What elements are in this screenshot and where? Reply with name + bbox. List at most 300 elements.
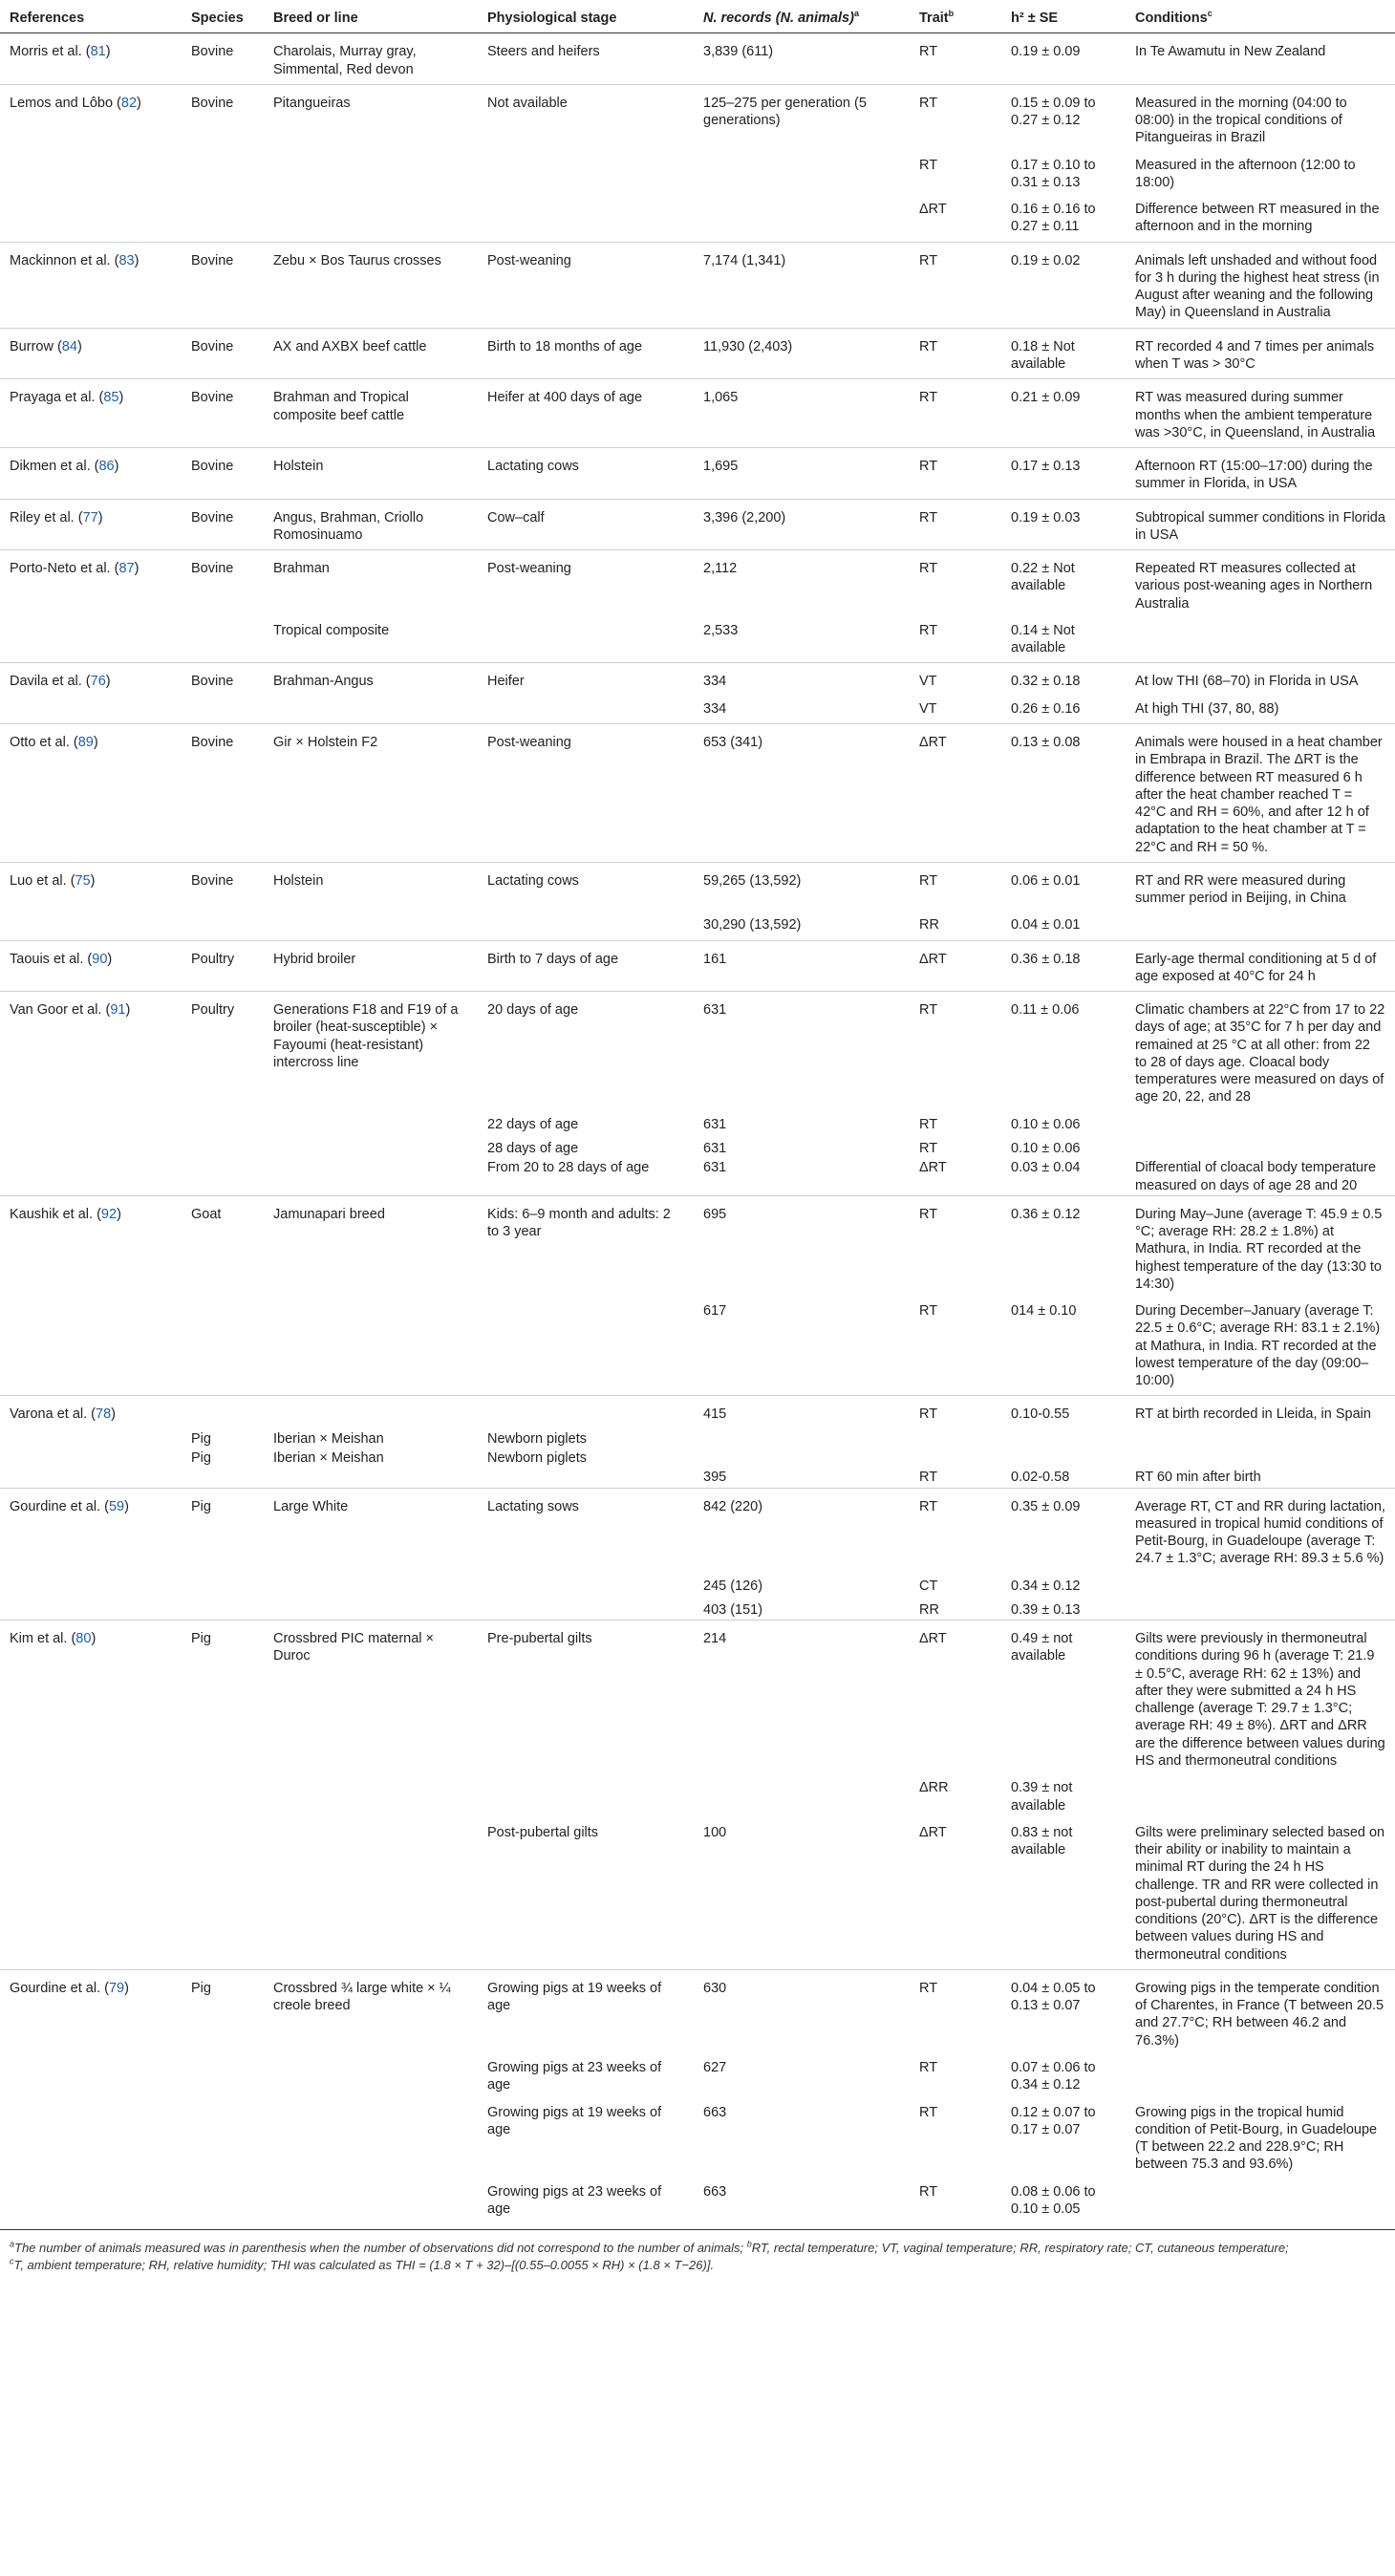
table-row bbox=[0, 1775, 1395, 1820]
stage-cell bbox=[478, 1600, 694, 1621]
stage-cell bbox=[478, 618, 694, 663]
conditions-cell bbox=[1126, 2179, 1395, 2224]
species-cell: Bovine bbox=[182, 862, 264, 912]
trait-cell: RT bbox=[910, 1195, 1001, 1299]
citation-link[interactable]: 84 bbox=[61, 338, 77, 354]
breed-cell bbox=[264, 1158, 478, 1195]
reference-cell: Porto-Neto et al. (87) bbox=[0, 550, 182, 618]
breed-cell bbox=[264, 153, 478, 198]
table-row bbox=[0, 992, 1395, 1112]
trait-cell: ΔRT bbox=[910, 940, 1001, 992]
citation-link[interactable]: 76 bbox=[90, 674, 106, 690]
breed-cell: Holstein bbox=[264, 448, 478, 500]
table-row bbox=[0, 663, 1395, 697]
breed-cell bbox=[264, 1820, 478, 1970]
reference-cell: Kaushik et al. (92) bbox=[0, 1195, 182, 1299]
species-cell: Bovine bbox=[182, 328, 264, 379]
breed-cell: Hybrid broiler bbox=[264, 940, 478, 992]
species-cell bbox=[182, 1600, 264, 1621]
reference-cell bbox=[0, 2100, 182, 2179]
stage-cell: 28 days of age bbox=[487, 1141, 579, 1157]
header-references: References bbox=[0, 0, 182, 33]
records-cell: 627 bbox=[703, 2059, 727, 2075]
stage-cell bbox=[478, 1775, 694, 1820]
stage-cell: Post-weaning bbox=[478, 723, 694, 862]
conditions-cell bbox=[1126, 2055, 1395, 2100]
species-cell: Poultry bbox=[182, 940, 264, 992]
conditions-cell: RT at birth recorded in Lleida, in Spain bbox=[1126, 1396, 1395, 1429]
trait-cell: ΔRT bbox=[919, 202, 947, 218]
stage-cell: Growing pigs at 19 weeks of age bbox=[478, 1969, 694, 2055]
records-cell: 1,065 bbox=[694, 379, 910, 448]
reference-cell: Burrow (84) bbox=[0, 328, 182, 379]
heritability-cell: 014 ± 0.10 bbox=[1011, 1303, 1077, 1320]
heritability-cell: 0.17 ± 0.13 bbox=[1001, 448, 1126, 500]
records-cell: 631 bbox=[703, 1160, 727, 1176]
species-cell bbox=[182, 1299, 264, 1396]
table-row bbox=[0, 862, 1395, 912]
species-cell: Pig bbox=[182, 1969, 264, 2055]
conditions-cell: Gilts were preliminary selected based on their ability or inability to maintain a minimal RT during the 24 h HS challenge. TR and RR were collected in post-pubertal during thermoneutral conditions (20°C). ΔRT is the difference between values during HS and thermoneutral conditions bbox=[1135, 1824, 1385, 1963]
heritability-cell: 0.35 ± 0.09 bbox=[1001, 1488, 1126, 1574]
conditions-cell: Climatic chambers at 22°C from 17 to 22 days of age; at 35°C for 7 h per day and remained at 25 °C at all other: from 22 to 28 of days age. Cloacal body temperatures were measured on days of age 20, 22, and 28 bbox=[1126, 992, 1395, 1112]
heritability-cell: 0.10 ± 0.06 bbox=[1011, 1141, 1081, 1157]
breed-cell: Holstein bbox=[264, 862, 478, 912]
heritability-cell: 0.04 ± 0.01 bbox=[1011, 917, 1081, 934]
records-cell bbox=[694, 1775, 910, 1820]
trait-cell: ΔRT bbox=[919, 1160, 947, 1176]
heritability-cell: 0.02-0.58 bbox=[1011, 1470, 1070, 1486]
reference-cell bbox=[0, 1429, 182, 1449]
stage-cell: Lactating cows bbox=[478, 862, 694, 912]
trait-cell: RT bbox=[919, 2183, 938, 2200]
reference-cell: Taouis et al. (90) bbox=[0, 940, 182, 992]
reference-cell: Morris et al. (81) bbox=[10, 44, 111, 60]
species-cell: Bovine bbox=[182, 723, 264, 862]
trait-cell: RT bbox=[910, 448, 1001, 500]
citation-link[interactable]: 81 bbox=[90, 44, 106, 60]
conditions-cell: Differential of cloacal body temperature measured on days of age 28 and 20 bbox=[1135, 1160, 1377, 1193]
species-cell bbox=[182, 2100, 264, 2179]
reference-cell: Lemos and Lôbo (82) bbox=[0, 84, 182, 152]
table-row bbox=[0, 1429, 1395, 1449]
stage-cell: Not available bbox=[478, 84, 694, 152]
citation-link[interactable]: 78 bbox=[96, 1406, 112, 1423]
header-trait: Trait$^b$ bbox=[910, 0, 1001, 33]
table-row bbox=[0, 1299, 1395, 1396]
stage-cell: 22 days of age bbox=[487, 1116, 579, 1132]
heritability-cell: 0.12 ± 0.07 to 0.17 ± 0.07 bbox=[1011, 2104, 1096, 2137]
reference-cell bbox=[0, 1449, 182, 1468]
conditions-cell: Growing pigs in the temperate condition of Charentes, in France (T between 20.5 and 27.7°C; RH between 46.2 and 76.3%) bbox=[1126, 1969, 1395, 2055]
breed-cell: Pitangueiras bbox=[264, 84, 478, 152]
stage-cell bbox=[478, 912, 694, 940]
footnote-line: $^a$The number of animals measured was in parenthesis when the number of observations did not correspond to the number of animals; $^b$RT, rectal temperature; VT, vaginal temperature; RR, respiratory rate; CT, cutaneous temperature; bbox=[10, 2239, 1289, 2256]
heritability-cell: 0.03 ± 0.04 bbox=[1011, 1160, 1081, 1176]
trait-cell: ΔRT bbox=[919, 1824, 947, 1840]
trait-cell: RT bbox=[910, 499, 1001, 550]
header-records: N. records (N. animals)$^a$ bbox=[694, 0, 910, 33]
heritability-cell: 0.15 ± 0.09 to 0.27 ± 0.12 bbox=[1001, 84, 1126, 152]
citation-link[interactable]: 59 bbox=[108, 1498, 125, 1514]
breed-cell: AX and AXBX beef cattle bbox=[264, 328, 478, 379]
stage-cell bbox=[478, 197, 694, 242]
species-cell: Bovine bbox=[182, 242, 264, 328]
heritability-cell: 0.32 ± 0.18 bbox=[1001, 663, 1126, 697]
reference-cell bbox=[0, 1112, 182, 1139]
trait-cell bbox=[910, 1429, 1001, 1449]
reference-cell bbox=[0, 912, 182, 940]
records-cell: 663 bbox=[703, 2183, 727, 2200]
table-row bbox=[0, 1195, 1395, 1299]
conditions-cell: RT recorded 4 and 7 times per animals when T was > 30°C bbox=[1126, 328, 1395, 379]
table-row bbox=[0, 379, 1395, 448]
breed-cell bbox=[264, 1600, 478, 1621]
heritability-cell: 0.21 ± 0.09 bbox=[1001, 379, 1126, 448]
breed-cell bbox=[264, 1396, 478, 1429]
breed-cell: Brahman and Tropical composite beef cattle bbox=[264, 379, 478, 448]
table-row bbox=[0, 1969, 1395, 2055]
conditions-cell: RT 60 min after birth bbox=[1135, 1470, 1261, 1486]
citation-link[interactable]: 90 bbox=[92, 951, 108, 967]
reference-cell: Otto et al. (89) bbox=[0, 723, 182, 862]
records-cell: 395 bbox=[703, 1470, 727, 1486]
stage-cell: Newborn piglets bbox=[487, 1430, 587, 1447]
trait-cell: RT bbox=[910, 84, 1001, 152]
conditions-cell: In Te Awamutu in New Zealand bbox=[1135, 44, 1326, 60]
heritability-cell: 0.36 ± 0.12 bbox=[1001, 1195, 1126, 1299]
records-cell bbox=[694, 1429, 910, 1449]
conditions-cell: Growing pigs in the tropical humid condition of Petit-Bourg, in Guadeloupe (T between 22.2 and 228.9°C; RH between 75.3 and 93.6%) bbox=[1135, 2104, 1378, 2173]
citation-link[interactable]: 75 bbox=[75, 872, 91, 889]
conditions-cell: During May–June (average T: 45.9 ± 0.5 °C; average RH: 28.2 ± 1.8%) at Mathura, in India. RT recorded at the highest temperature of the day (13:30 to 14:30) bbox=[1126, 1195, 1395, 1299]
breed-cell bbox=[264, 1574, 478, 1600]
trait-cell: VT bbox=[910, 663, 1001, 697]
trait-cell: RT bbox=[910, 1488, 1001, 1574]
trait-cell: RT bbox=[910, 550, 1001, 618]
records-cell: 334 bbox=[703, 700, 727, 717]
species-cell bbox=[182, 1158, 264, 1195]
records-cell: 3,396 (2,200) bbox=[694, 499, 910, 550]
reference-cell bbox=[0, 2179, 182, 2224]
breed-cell: Zebu × Bos Taurus crosses bbox=[264, 242, 478, 328]
breed-cell bbox=[264, 197, 478, 242]
records-cell: 125–275 per generation (5 generations) bbox=[694, 84, 910, 152]
records-cell: 7,174 (1,341) bbox=[694, 242, 910, 328]
stage-cell: Post-pubertal gilts bbox=[487, 1824, 599, 1840]
trait-cell: RT bbox=[919, 1141, 938, 1157]
reference-cell: Varona et al. (78) bbox=[0, 1396, 182, 1429]
conditions-cell: Early-age thermal conditioning at 5 d of age exposed at 40°C for 24 h bbox=[1126, 940, 1395, 992]
stage-cell: Growing pigs at 23 weeks of age bbox=[487, 2183, 662, 2217]
heritability-cell: 0.13 ± 0.08 bbox=[1001, 723, 1126, 862]
breed-cell bbox=[264, 2055, 478, 2100]
heritability-cell: 0.11 ± 0.06 bbox=[1001, 992, 1126, 1112]
stage-cell: Heifer at 400 days of age bbox=[478, 379, 694, 448]
table-row bbox=[0, 2100, 1395, 2179]
trait-cell: VT bbox=[919, 700, 937, 717]
conditions-cell: RT and RR were measured during summer period in Beijing, in China bbox=[1126, 862, 1395, 912]
species-cell bbox=[182, 1820, 264, 1970]
table-row bbox=[0, 1449, 1395, 1468]
table-row bbox=[0, 1112, 1395, 1139]
conditions-cell: Afternoon RT (15:00–17:00) during the summer in Florida, in USA bbox=[1126, 448, 1395, 500]
trait-cell: RR bbox=[919, 917, 939, 934]
trait-cell: RT bbox=[919, 157, 938, 173]
trait-cell: RT bbox=[910, 1396, 1001, 1429]
species-cell bbox=[182, 153, 264, 198]
citation-link[interactable]: 89 bbox=[77, 734, 94, 750]
stage-cell: Post-weaning bbox=[478, 550, 694, 618]
trait-cell: RT bbox=[919, 1470, 938, 1486]
trait-cell: RT bbox=[910, 242, 1001, 328]
heritability-cell: 0.22 ± Not available bbox=[1001, 550, 1126, 618]
species-cell: Pig bbox=[182, 1621, 264, 1776]
stage-cell bbox=[478, 1574, 694, 1600]
trait-cell: RT bbox=[919, 2059, 938, 2075]
heritability-cell: 0.39 ± not available bbox=[1011, 1780, 1073, 1814]
trait-cell: RT bbox=[910, 862, 1001, 912]
citation-link[interactable]: 86 bbox=[98, 459, 115, 475]
table-footnotes bbox=[0, 2229, 1395, 2273]
table-row bbox=[0, 1488, 1395, 1574]
stage-cell: Newborn piglets bbox=[487, 1450, 587, 1466]
breed-cell: Jamunapari breed bbox=[264, 1195, 478, 1299]
reference-cell bbox=[0, 1139, 182, 1158]
heritability-cell: 0.34 ± 0.12 bbox=[1011, 1578, 1081, 1594]
citation-link[interactable]: 77 bbox=[82, 509, 98, 526]
heritability-cell bbox=[1001, 1429, 1126, 1449]
heritability-cell: 0.07 ± 0.06 to 0.34 ± 0.12 bbox=[1011, 2059, 1096, 2093]
breed-cell bbox=[264, 1139, 478, 1158]
conditions-cell: RT was measured during summer months when the ambient temperature was >30°C, in Queensland, in Australia bbox=[1126, 379, 1395, 448]
table-row bbox=[0, 1396, 1395, 1429]
citation-link[interactable]: 85 bbox=[103, 390, 119, 406]
heritability-cell: 0.49 ± not available bbox=[1001, 1621, 1126, 1776]
heritability-cell: 0.10 ± 0.06 bbox=[1011, 1116, 1081, 1132]
species-cell: Bovine bbox=[182, 84, 264, 152]
stage-cell: 20 days of age bbox=[478, 992, 694, 1112]
table-row bbox=[0, 153, 1395, 198]
breed-cell bbox=[264, 2100, 478, 2179]
conditions-cell bbox=[1126, 1449, 1395, 1468]
species-cell bbox=[182, 2055, 264, 2100]
breed-cell bbox=[264, 1775, 478, 1820]
citation-link[interactable]: 82 bbox=[120, 95, 138, 111]
species-cell: Pig bbox=[182, 1488, 264, 1574]
header-species: Species bbox=[182, 0, 264, 33]
table-row bbox=[0, 197, 1395, 242]
reference-cell: Riley et al. (77) bbox=[0, 499, 182, 550]
stage-cell: Growing pigs at 19 weeks of age bbox=[487, 2104, 662, 2137]
conditions-cell: Gilts were previously in thermoneutral conditions during 96 h (average T: 21.9 ± 0.5°C, average RH: 62 ± 13%) and after they were submitted a 24 h HS challenge (average T: 29.7 ± 1.3°C; average RH: 49 ± 8%). ΔRT and ΔRR are the difference between values during HS and thermoneutral conditions bbox=[1126, 1621, 1395, 1776]
table-row bbox=[0, 84, 1395, 152]
citation-link[interactable]: 87 bbox=[118, 561, 135, 577]
breed-cell: Crossbred ¾ large white × ¼ creole breed bbox=[264, 1969, 478, 2055]
breed-cell bbox=[264, 2179, 478, 2224]
footnote-line: $^c$T, ambient temperature; RH, relative humidity; THI was calculated as THI = (1.8 × T + 32)–[(0.55–0.0055 × RH) × (1.8 × T−26)]. bbox=[10, 2256, 715, 2272]
stage-cell: Heifer bbox=[478, 663, 694, 697]
records-cell: 30,290 (13,592) bbox=[703, 917, 802, 934]
stage-cell: Growing pigs at 23 weeks of age bbox=[487, 2059, 662, 2093]
records-cell: 415 bbox=[694, 1396, 910, 1429]
conditions-cell bbox=[1126, 1429, 1395, 1449]
conditions-cell: Subtropical summer conditions in Florida in USA bbox=[1126, 499, 1395, 550]
heritability-cell: 0.06 ± 0.01 bbox=[1001, 862, 1126, 912]
heritability-cell: 0.19 ± 0.03 bbox=[1001, 499, 1126, 550]
table-row bbox=[0, 1468, 1395, 1488]
records-cell: 100 bbox=[703, 1824, 727, 1840]
table-row bbox=[0, 1820, 1395, 1970]
citation-link[interactable]: 91 bbox=[110, 1002, 126, 1019]
trait-cell: RT bbox=[919, 1116, 938, 1132]
citation-link[interactable]: 80 bbox=[75, 1631, 92, 1647]
citation-link[interactable]: 92 bbox=[100, 1206, 118, 1222]
trait-cell: ΔRR bbox=[919, 1780, 949, 1796]
reference-cell bbox=[0, 197, 182, 242]
species-cell: Bovine bbox=[182, 379, 264, 448]
species-cell: Pig bbox=[191, 1450, 211, 1466]
table-row bbox=[0, 328, 1395, 379]
stage-cell bbox=[478, 1468, 694, 1488]
heritability-cell: 0.19 ± 0.09 bbox=[1011, 44, 1081, 60]
breed-cell: Iberian × Meishan bbox=[273, 1450, 384, 1466]
citation-link[interactable]: 79 bbox=[108, 1980, 125, 1996]
records-cell: 631 bbox=[703, 1141, 727, 1157]
species-cell bbox=[182, 2179, 264, 2224]
species-cell: Bovine bbox=[182, 550, 264, 618]
conditions-cell bbox=[1126, 1139, 1395, 1158]
heritability-cell: 0.18 ± Not available bbox=[1001, 328, 1126, 379]
records-cell: 2,112 bbox=[694, 550, 910, 618]
species-cell bbox=[182, 912, 264, 940]
conditions-cell: Difference between RT measured in the afternoon and in the morning bbox=[1135, 202, 1380, 235]
species-cell: Poultry bbox=[182, 992, 264, 1112]
conditions-cell: Measured in the morning (04:00 to 08:00) in the tropical conditions of Pitangueiras in Brazil bbox=[1126, 84, 1395, 152]
species-cell: Bovine bbox=[182, 663, 264, 697]
trait-cell: ΔRT bbox=[910, 1621, 1001, 1776]
reference-cell: Gourdine et al. (59) bbox=[0, 1488, 182, 1574]
table-body bbox=[0, 33, 1395, 2223]
conditions-cell: Measured in the afternoon (12:00 to 18:00) bbox=[1135, 157, 1356, 190]
table-row bbox=[0, 2179, 1395, 2224]
conditions-cell: Average RT, CT and RR during lactation, measured in tropical humid conditions of Petit-Bourg, in Guadeloupe (average T: 24.7 ± 1.3°C; average RH: 89.3 ± 5.6 %) bbox=[1126, 1488, 1395, 1574]
records-cell: 631 bbox=[703, 1116, 727, 1132]
breed-cell: Tropical composite bbox=[273, 622, 390, 638]
table-row bbox=[0, 1158, 1395, 1195]
stage-cell: Pre-pubertal gilts bbox=[478, 1621, 694, 1776]
breed-cell: Charolais, Murray gray, Simmental, Red devon bbox=[273, 44, 417, 77]
records-cell: 631 bbox=[694, 992, 910, 1112]
records-cell: 630 bbox=[694, 1969, 910, 2055]
stage-cell: Lactating cows bbox=[478, 448, 694, 500]
header-stage: Physiological stage bbox=[478, 0, 694, 33]
conditions-cell bbox=[1126, 1574, 1395, 1600]
breed-cell bbox=[264, 697, 478, 724]
reference-cell: Kim et al. (80) bbox=[0, 1621, 182, 1776]
records-cell bbox=[694, 153, 910, 198]
table-row bbox=[0, 940, 1395, 992]
breed-cell: Iberian × Meishan bbox=[273, 1430, 384, 1447]
stage-cell: Steers and heifers bbox=[487, 44, 600, 60]
table-row bbox=[0, 1621, 1395, 1776]
breed-cell bbox=[264, 912, 478, 940]
reference-cell bbox=[0, 1299, 182, 1396]
reference-cell: Prayaga et al. (85) bbox=[0, 379, 182, 448]
trait-cell: RT bbox=[919, 1303, 938, 1320]
stage-cell bbox=[478, 153, 694, 198]
reference-cell bbox=[0, 697, 182, 724]
reference-cell: Davila et al. (76) bbox=[0, 663, 182, 697]
heritability-cell: 0.17 ± 0.10 to 0.31 ± 0.13 bbox=[1011, 157, 1096, 190]
table-row bbox=[0, 723, 1395, 862]
table-row bbox=[0, 697, 1395, 724]
conditions-cell: At low THI (68–70) in Florida in USA bbox=[1126, 663, 1395, 697]
citation-link[interactable]: 83 bbox=[118, 252, 135, 268]
records-cell: 334 bbox=[694, 663, 910, 697]
stage-cell: Birth to 18 months of age bbox=[478, 328, 694, 379]
species-cell bbox=[182, 1139, 264, 1158]
heritability-cell: 0.83 ± not available bbox=[1011, 1824, 1073, 1858]
trait-cell: ΔRT bbox=[910, 723, 1001, 862]
stage-cell: Cow–calf bbox=[478, 499, 694, 550]
heritability-cell: 0.10-0.55 bbox=[1001, 1396, 1126, 1429]
trait-cell: RT bbox=[919, 622, 938, 638]
conditions-cell bbox=[1126, 1775, 1395, 1820]
trait-cell: RT bbox=[910, 992, 1001, 1112]
breed-cell: Crossbred PIC maternal × Duroc bbox=[264, 1621, 478, 1776]
stage-cell: Post-weaning bbox=[478, 242, 694, 328]
table-row bbox=[0, 618, 1395, 663]
reference-cell: Mackinnon et al. (83) bbox=[0, 242, 182, 328]
species-cell bbox=[182, 618, 264, 663]
heritability-cell: 0.39 ± 0.13 bbox=[1011, 1601, 1081, 1618]
table-row bbox=[0, 242, 1395, 328]
reference-cell bbox=[0, 1468, 182, 1488]
stage-cell: Kids: 6–9 month and adults: 2 to 3 year bbox=[478, 1195, 694, 1299]
species-cell bbox=[182, 697, 264, 724]
species-cell: Bovine bbox=[191, 44, 234, 60]
species-cell bbox=[182, 1574, 264, 1600]
records-cell: 653 (341) bbox=[694, 723, 910, 862]
trait-cell: RR bbox=[919, 1601, 939, 1618]
table-row bbox=[0, 1574, 1395, 1600]
table-row bbox=[0, 2055, 1395, 2100]
records-cell: 403 (151) bbox=[703, 1601, 763, 1618]
heritability-cell: 0.26 ± 0.16 bbox=[1011, 700, 1081, 717]
species-cell bbox=[182, 1468, 264, 1488]
breed-cell: Brahman-Angus bbox=[264, 663, 478, 697]
reference-cell: Van Goor et al. (91) bbox=[0, 992, 182, 1112]
reference-cell bbox=[0, 1574, 182, 1600]
trait-cell: CT bbox=[919, 1578, 938, 1594]
heritability-cell: 0.08 ± 0.06 to 0.10 ± 0.05 bbox=[1011, 2183, 1096, 2217]
records-cell bbox=[694, 1449, 910, 1468]
reference-cell: Gourdine et al. (79) bbox=[0, 1969, 182, 2055]
records-cell: 842 (220) bbox=[694, 1488, 910, 1574]
trait-cell: RT bbox=[910, 379, 1001, 448]
conditions-cell: Animals left unshaded and without food for 3 h during the highest heat stress (in August after weaning and the following May) in Queensland in Australia bbox=[1126, 242, 1395, 328]
heritability-cell bbox=[1001, 1449, 1126, 1468]
species-cell: Pig bbox=[191, 1430, 211, 1447]
breed-cell bbox=[264, 1112, 478, 1139]
reference-cell bbox=[0, 618, 182, 663]
records-cell: 663 bbox=[703, 2104, 727, 2120]
reference-cell bbox=[0, 1158, 182, 1195]
conditions-cell bbox=[1126, 1112, 1395, 1139]
breed-cell: Brahman bbox=[264, 550, 478, 618]
header-heritability: h² ± SE bbox=[1001, 0, 1126, 33]
